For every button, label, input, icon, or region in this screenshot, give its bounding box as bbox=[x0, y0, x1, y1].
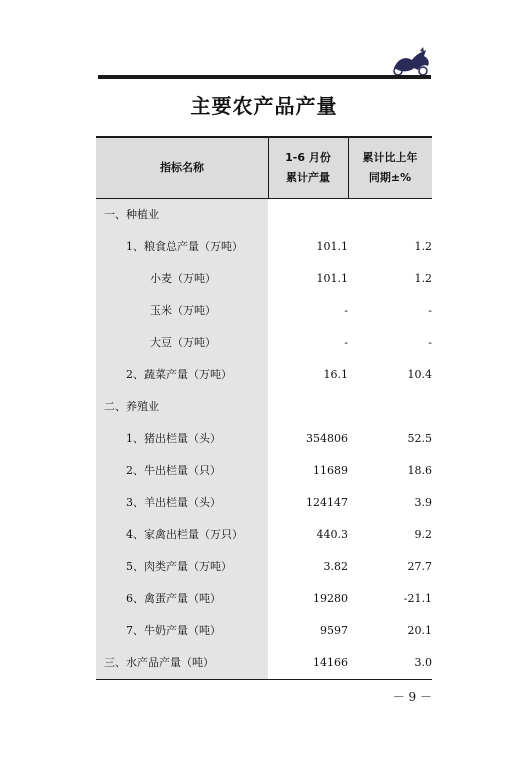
row-cumulative-value: 19280 bbox=[313, 592, 348, 605]
table-row bbox=[96, 231, 432, 263]
row-cumulative-value: 354806 bbox=[306, 432, 348, 445]
row-cumulative-value: 124147 bbox=[306, 496, 348, 509]
row-cumulative-value: 101.1 bbox=[316, 240, 348, 253]
row-label: 2、蔬菜产量（万吨） bbox=[126, 368, 232, 381]
row-yoy-value: 1.2 bbox=[414, 240, 432, 253]
row-cumulative-value: - bbox=[344, 336, 348, 349]
table-row bbox=[96, 327, 432, 359]
row-yoy-value: 3.9 bbox=[414, 496, 432, 509]
row-label: 大豆（万吨） bbox=[150, 336, 216, 349]
row-yoy-value: - bbox=[428, 336, 432, 349]
row-label: 三、水产品产量（吨） bbox=[104, 656, 214, 669]
row-label: 2、牛出栏量（只） bbox=[126, 464, 221, 477]
table-row bbox=[96, 583, 432, 615]
table-row bbox=[96, 423, 432, 455]
row-yoy-value: -21.1 bbox=[403, 592, 432, 605]
header-col3-line2: 同期±% bbox=[368, 171, 412, 184]
header-col3-line1: 累计比上年 bbox=[362, 151, 418, 164]
row-yoy-value: 1.2 bbox=[414, 272, 432, 285]
row-label: 玉米（万吨） bbox=[150, 304, 216, 317]
header-rule bbox=[98, 75, 431, 79]
table-row bbox=[96, 359, 432, 391]
row-yoy-value: 18.6 bbox=[407, 464, 432, 477]
table-row bbox=[96, 295, 432, 327]
production-table bbox=[96, 136, 432, 680]
row-cumulative-value: 9597 bbox=[320, 624, 348, 637]
row-yoy-value: 52.5 bbox=[407, 432, 432, 445]
row-cumulative-value: - bbox=[344, 304, 348, 317]
row-label: 3、羊出栏量（头） bbox=[126, 496, 221, 509]
table-row bbox=[96, 263, 432, 295]
row-label: 1、猪出栏量（头） bbox=[126, 432, 221, 445]
header-yoy-change bbox=[348, 148, 432, 188]
row-cumulative-value: 11689 bbox=[313, 464, 348, 477]
table-row bbox=[96, 199, 432, 231]
row-cumulative-value: 3.82 bbox=[323, 560, 348, 573]
table-row bbox=[96, 487, 432, 519]
row-label: 小麦（万吨） bbox=[150, 272, 216, 285]
header-indicator-name: 指标名称 bbox=[160, 161, 204, 174]
row-yoy-value: 3.0 bbox=[414, 656, 432, 669]
horse-logo-icon bbox=[390, 46, 432, 76]
row-yoy-value: 9.2 bbox=[414, 528, 432, 541]
row-label: 二、养殖业 bbox=[104, 400, 159, 413]
row-cumulative-value: 16.1 bbox=[323, 368, 348, 381]
row-label: 6、禽蛋产量（吨） bbox=[126, 592, 221, 605]
row-yoy-value: 10.4 bbox=[407, 368, 432, 381]
row-label: 1、粮食总产量（万吨） bbox=[126, 240, 243, 253]
row-label: 4、家禽出栏量（万只） bbox=[126, 528, 243, 541]
row-yoy-value: 27.7 bbox=[407, 560, 432, 573]
table-row bbox=[96, 551, 432, 583]
page-title: 主要农产品产量 bbox=[190, 94, 338, 118]
row-cumulative-value: 14166 bbox=[313, 656, 348, 669]
row-label: 5、肉类产量（万吨） bbox=[126, 560, 232, 573]
row-cumulative-value: 440.3 bbox=[316, 528, 348, 541]
header-col2-line2: 累计产量 bbox=[286, 171, 330, 184]
table-row bbox=[96, 615, 432, 647]
header-cumulative-output bbox=[268, 148, 348, 188]
header-col2-line1: 1-6 月份 bbox=[285, 151, 331, 164]
row-cumulative-value: 101.1 bbox=[316, 272, 348, 285]
table-bottom-rule bbox=[96, 679, 432, 680]
table-row bbox=[96, 519, 432, 551]
page-number: － 9 － bbox=[392, 690, 432, 704]
table-row bbox=[96, 455, 432, 487]
row-label: 7、牛奶产量（吨） bbox=[126, 624, 221, 637]
table-row bbox=[96, 647, 432, 679]
row-label: 一、种植业 bbox=[104, 208, 159, 221]
table-body bbox=[96, 199, 432, 679]
row-yoy-value: 20.1 bbox=[407, 624, 432, 637]
row-yoy-value: - bbox=[428, 304, 432, 317]
table-row bbox=[96, 391, 432, 423]
table-header bbox=[96, 136, 432, 199]
